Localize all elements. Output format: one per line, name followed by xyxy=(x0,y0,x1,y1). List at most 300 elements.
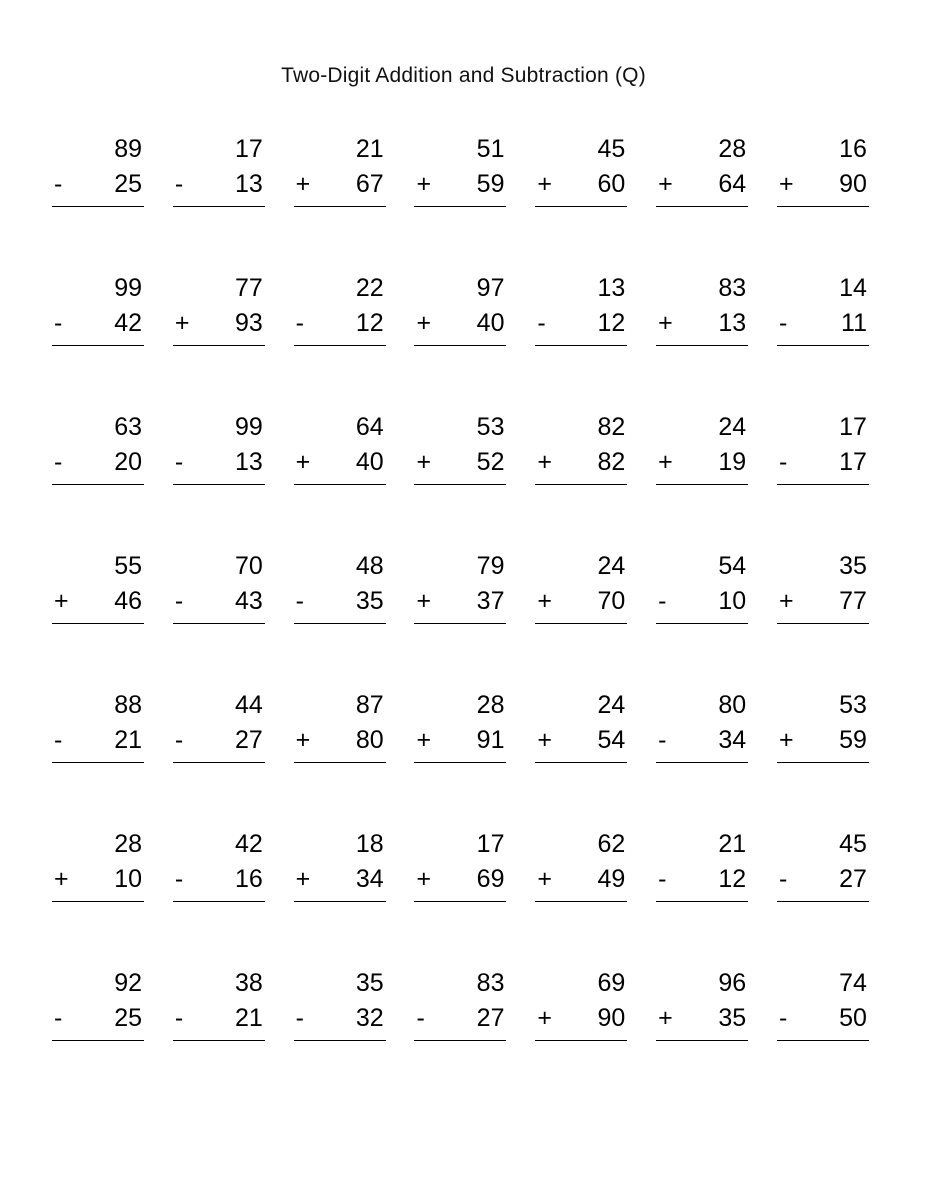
problem-top-line xyxy=(535,688,627,723)
problem-top-line xyxy=(535,549,627,584)
second-operand: 12 xyxy=(718,865,747,893)
first-operand: 38 xyxy=(235,969,263,997)
problem-top-line xyxy=(535,827,627,862)
first-operand: 69 xyxy=(597,969,626,997)
first-operand: 80 xyxy=(718,691,747,719)
problem-top-line xyxy=(535,271,627,306)
operator-symbol: - xyxy=(174,726,184,754)
problem-item xyxy=(414,827,506,966)
problem-item xyxy=(294,966,386,1105)
second-operand: 35 xyxy=(718,1004,747,1032)
problem-bottom-line xyxy=(535,584,627,624)
second-operand: 40 xyxy=(476,309,505,337)
operator-symbol: + xyxy=(778,726,794,754)
problem-bottom-line xyxy=(656,306,748,346)
second-operand: 42 xyxy=(114,309,142,337)
second-operand: 69 xyxy=(476,865,505,893)
problem-item xyxy=(414,549,506,688)
second-operand: 90 xyxy=(839,170,867,198)
operator-symbol: - xyxy=(174,587,184,615)
second-operand: 12 xyxy=(355,309,384,337)
problem-bottom-line xyxy=(777,167,869,207)
second-operand: 60 xyxy=(597,170,626,198)
first-operand: 17 xyxy=(476,830,505,858)
problem-bottom-line xyxy=(52,306,144,346)
problem-item xyxy=(294,132,386,271)
problem-bottom-line xyxy=(535,723,627,763)
problem-item xyxy=(777,410,869,549)
problem-top-line xyxy=(173,827,265,862)
operator-symbol: + xyxy=(778,170,794,198)
first-operand: 88 xyxy=(114,691,142,719)
problem-item xyxy=(777,966,869,1105)
problem-bottom-line xyxy=(535,306,627,346)
problem-item xyxy=(294,549,386,688)
first-operand: 28 xyxy=(114,830,142,858)
first-operand: 35 xyxy=(839,552,867,580)
problem-bottom-line xyxy=(656,723,748,763)
problem-item xyxy=(173,827,265,966)
second-operand: 27 xyxy=(476,1004,505,1032)
operator-symbol: - xyxy=(778,448,788,476)
problem-item xyxy=(52,549,144,688)
problem-top-line xyxy=(656,410,748,445)
second-operand: 67 xyxy=(355,170,384,198)
operator-symbol: - xyxy=(778,309,788,337)
operator-symbol: - xyxy=(54,726,63,754)
second-operand: 90 xyxy=(597,1004,626,1032)
problem-row xyxy=(52,132,869,271)
operator-symbol: + xyxy=(658,170,673,198)
problem-top-line xyxy=(535,966,627,1001)
first-operand: 51 xyxy=(476,135,505,163)
first-operand: 17 xyxy=(839,413,867,441)
problem-top-line xyxy=(777,271,869,306)
second-operand: 64 xyxy=(718,170,747,198)
problem-row xyxy=(52,271,869,410)
problem-bottom-line xyxy=(777,584,869,624)
problem-item xyxy=(535,271,627,410)
first-operand: 48 xyxy=(355,552,384,580)
first-operand: 16 xyxy=(839,135,867,163)
problem-top-line xyxy=(414,271,506,306)
first-operand: 17 xyxy=(235,135,263,163)
problem-bottom-line xyxy=(414,1001,506,1041)
problem-top-line xyxy=(414,827,506,862)
problem-bottom-line xyxy=(294,723,386,763)
first-operand: 44 xyxy=(235,691,263,719)
problem-row xyxy=(52,827,869,966)
second-operand: 40 xyxy=(355,448,384,476)
second-operand: 32 xyxy=(355,1004,384,1032)
first-operand: 74 xyxy=(839,969,867,997)
operator-symbol: - xyxy=(416,1004,425,1032)
problem-bottom-line xyxy=(294,306,386,346)
problem-top-line xyxy=(294,688,386,723)
problem-top-line xyxy=(173,271,265,306)
problem-top-line xyxy=(656,271,748,306)
second-operand: 93 xyxy=(235,309,263,337)
problem-bottom-line xyxy=(414,723,506,763)
problem-item xyxy=(656,688,748,827)
operator-symbol: + xyxy=(54,587,69,615)
second-operand: 17 xyxy=(839,448,867,476)
second-operand: 12 xyxy=(597,309,626,337)
problem-item xyxy=(535,549,627,688)
problem-top-line xyxy=(294,966,386,1001)
operator-symbol: - xyxy=(295,587,304,615)
problem-bottom-line xyxy=(294,862,386,902)
problem-bottom-line xyxy=(535,445,627,485)
problem-top-line xyxy=(294,132,386,167)
problem-item xyxy=(656,966,748,1105)
first-operand: 99 xyxy=(114,274,142,302)
problem-item xyxy=(777,132,869,271)
operator-symbol: - xyxy=(54,309,63,337)
operator-symbol: + xyxy=(174,309,190,337)
problem-bottom-line xyxy=(656,445,748,485)
first-operand: 53 xyxy=(839,691,867,719)
problem-bottom-line xyxy=(173,167,265,207)
first-operand: 22 xyxy=(355,274,384,302)
problem-item xyxy=(294,827,386,966)
problem-top-line xyxy=(52,827,144,862)
operator-symbol: - xyxy=(174,448,184,476)
problem-bottom-line xyxy=(535,1001,627,1041)
second-operand: 50 xyxy=(839,1004,867,1032)
operator-symbol: - xyxy=(174,865,184,893)
problem-bottom-line xyxy=(414,584,506,624)
problem-top-line xyxy=(414,132,506,167)
second-operand: 37 xyxy=(476,587,505,615)
first-operand: 28 xyxy=(718,135,747,163)
problem-bottom-line xyxy=(294,167,386,207)
second-operand: 77 xyxy=(839,587,867,615)
first-operand: 24 xyxy=(597,691,626,719)
second-operand: 25 xyxy=(114,170,142,198)
page-title: Two-Digit Addition and Subtraction (Q) xyxy=(281,64,646,87)
operator-symbol: + xyxy=(537,587,552,615)
problem-row xyxy=(52,688,869,827)
problem-bottom-line xyxy=(294,1001,386,1041)
problem-item xyxy=(173,549,265,688)
problem-item xyxy=(52,271,144,410)
second-operand: 46 xyxy=(114,587,142,615)
problem-top-line xyxy=(414,966,506,1001)
problem-bottom-line xyxy=(414,306,506,346)
problem-top-line xyxy=(656,549,748,584)
problem-bottom-line xyxy=(52,1001,144,1041)
problem-bottom-line xyxy=(294,445,386,485)
first-operand: 42 xyxy=(235,830,263,858)
problem-item xyxy=(173,410,265,549)
operator-symbol: - xyxy=(174,1004,184,1032)
operator-symbol: + xyxy=(537,726,552,754)
operator-symbol: - xyxy=(537,309,546,337)
first-operand: 79 xyxy=(476,552,505,580)
first-operand: 18 xyxy=(355,830,384,858)
problem-item xyxy=(414,271,506,410)
problem-item xyxy=(294,688,386,827)
problem-top-line xyxy=(173,966,265,1001)
operator-symbol: + xyxy=(416,587,432,615)
first-operand: 82 xyxy=(597,413,626,441)
first-operand: 35 xyxy=(355,969,384,997)
first-operand: 99 xyxy=(235,413,263,441)
second-operand: 10 xyxy=(114,865,142,893)
problem-top-line xyxy=(294,271,386,306)
first-operand: 14 xyxy=(839,274,867,302)
first-operand: 63 xyxy=(114,413,142,441)
problem-bottom-line xyxy=(52,584,144,624)
operator-symbol: + xyxy=(416,170,432,198)
second-operand: 91 xyxy=(476,726,505,754)
problem-item xyxy=(414,410,506,549)
operator-symbol: + xyxy=(54,865,69,893)
second-operand: 52 xyxy=(476,448,505,476)
second-operand: 20 xyxy=(114,448,142,476)
problem-bottom-line xyxy=(52,167,144,207)
second-operand: 21 xyxy=(235,1004,263,1032)
problem-top-line xyxy=(414,410,506,445)
problem-item xyxy=(414,132,506,271)
problem-top-line xyxy=(777,688,869,723)
problem-bottom-line xyxy=(777,306,869,346)
problem-bottom-line xyxy=(414,445,506,485)
operator-symbol: + xyxy=(416,309,432,337)
problem-bottom-line xyxy=(173,584,265,624)
problem-top-line xyxy=(52,549,144,584)
problem-bottom-line xyxy=(777,862,869,902)
problem-item xyxy=(294,410,386,549)
first-operand: 21 xyxy=(718,830,747,858)
problem-item xyxy=(777,688,869,827)
second-operand: 19 xyxy=(718,448,747,476)
operator-symbol: + xyxy=(416,865,432,893)
second-operand: 82 xyxy=(597,448,626,476)
problem-top-line xyxy=(414,549,506,584)
operator-symbol: - xyxy=(658,587,667,615)
first-operand: 62 xyxy=(597,830,626,858)
operator-symbol: - xyxy=(658,726,667,754)
problem-item xyxy=(52,688,144,827)
problem-top-line xyxy=(294,549,386,584)
operator-symbol: - xyxy=(54,448,63,476)
problem-bottom-line xyxy=(52,723,144,763)
problem-item xyxy=(656,132,748,271)
second-operand: 49 xyxy=(597,865,626,893)
operator-symbol: + xyxy=(537,170,552,198)
second-operand: 11 xyxy=(841,309,867,337)
second-operand: 35 xyxy=(355,587,384,615)
problem-top-line xyxy=(777,410,869,445)
second-operand: 16 xyxy=(235,865,263,893)
second-operand: 70 xyxy=(597,587,626,615)
problem-bottom-line xyxy=(656,167,748,207)
first-operand: 24 xyxy=(597,552,626,580)
operator-symbol: + xyxy=(658,309,673,337)
problem-top-line xyxy=(52,688,144,723)
second-operand: 27 xyxy=(235,726,263,754)
second-operand: 34 xyxy=(718,726,747,754)
problem-top-line xyxy=(777,827,869,862)
problem-item xyxy=(173,271,265,410)
first-operand: 89 xyxy=(114,135,142,163)
problem-top-line xyxy=(414,688,506,723)
operator-symbol: + xyxy=(416,726,432,754)
problem-top-line xyxy=(173,410,265,445)
operator-symbol: + xyxy=(658,1004,673,1032)
second-operand: 43 xyxy=(235,587,263,615)
problem-top-line xyxy=(656,966,748,1001)
first-operand: 54 xyxy=(718,552,747,580)
first-operand: 77 xyxy=(235,274,263,302)
problem-top-line xyxy=(52,966,144,1001)
operator-symbol: - xyxy=(778,865,788,893)
second-operand: 59 xyxy=(839,726,867,754)
problem-top-line xyxy=(294,827,386,862)
problem-item xyxy=(535,132,627,271)
problem-bottom-line xyxy=(52,445,144,485)
second-operand: 34 xyxy=(355,865,384,893)
problem-top-line xyxy=(777,966,869,1001)
operator-symbol: - xyxy=(778,1004,788,1032)
first-operand: 96 xyxy=(718,969,747,997)
problem-top-line xyxy=(656,132,748,167)
problem-bottom-line xyxy=(52,862,144,902)
first-operand: 21 xyxy=(355,135,384,163)
first-operand: 28 xyxy=(476,691,505,719)
first-operand: 70 xyxy=(235,552,263,580)
problem-item xyxy=(656,827,748,966)
problem-bottom-line xyxy=(777,1001,869,1041)
problem-bottom-line xyxy=(656,1001,748,1041)
problem-item xyxy=(52,410,144,549)
operator-symbol: + xyxy=(537,448,552,476)
first-operand: 24 xyxy=(718,413,747,441)
problem-top-line xyxy=(535,410,627,445)
operator-symbol: + xyxy=(295,448,311,476)
first-operand: 83 xyxy=(718,274,747,302)
problem-bottom-line xyxy=(656,862,748,902)
second-operand: 27 xyxy=(839,865,867,893)
problem-item xyxy=(52,132,144,271)
first-operand: 97 xyxy=(476,274,505,302)
problem-top-line xyxy=(52,271,144,306)
problem-bottom-line xyxy=(173,862,265,902)
problem-item xyxy=(535,688,627,827)
operator-symbol: + xyxy=(537,865,552,893)
problem-row xyxy=(52,966,869,1105)
second-operand: 54 xyxy=(597,726,626,754)
problem-bottom-line xyxy=(535,167,627,207)
first-operand: 53 xyxy=(476,413,505,441)
first-operand: 45 xyxy=(839,830,867,858)
problem-item xyxy=(777,549,869,688)
problem-item xyxy=(173,966,265,1105)
problem-bottom-line xyxy=(656,584,748,624)
problem-item xyxy=(656,549,748,688)
problem-bottom-line xyxy=(777,445,869,485)
second-operand: 13 xyxy=(235,448,263,476)
first-operand: 64 xyxy=(355,413,384,441)
operator-symbol: + xyxy=(778,587,794,615)
operator-symbol: + xyxy=(295,865,311,893)
first-operand: 13 xyxy=(597,274,626,302)
operator-symbol: - xyxy=(295,309,304,337)
second-operand: 59 xyxy=(476,170,505,198)
problem-bottom-line xyxy=(777,723,869,763)
problem-item xyxy=(294,271,386,410)
problem-top-line xyxy=(656,688,748,723)
problem-top-line xyxy=(173,549,265,584)
operator-symbol: + xyxy=(295,726,311,754)
problem-top-line xyxy=(777,132,869,167)
problem-item xyxy=(414,688,506,827)
operator-symbol: + xyxy=(295,170,311,198)
operator-symbol: - xyxy=(658,865,667,893)
problem-item xyxy=(535,966,627,1105)
first-operand: 92 xyxy=(114,969,142,997)
second-operand: 80 xyxy=(355,726,384,754)
problem-bottom-line xyxy=(535,862,627,902)
problem-item xyxy=(777,827,869,966)
problem-item xyxy=(173,688,265,827)
first-operand: 45 xyxy=(597,135,626,163)
problem-top-line xyxy=(173,688,265,723)
second-operand: 13 xyxy=(718,309,747,337)
second-operand: 21 xyxy=(114,726,142,754)
operator-symbol: - xyxy=(295,1004,304,1032)
operator-symbol: + xyxy=(416,448,432,476)
problem-bottom-line xyxy=(414,167,506,207)
problem-top-line xyxy=(535,132,627,167)
problem-top-line xyxy=(52,132,144,167)
problem-bottom-line xyxy=(173,1001,265,1041)
problem-item xyxy=(777,271,869,410)
problem-item xyxy=(52,966,144,1105)
problem-bottom-line xyxy=(173,723,265,763)
problem-row xyxy=(52,549,869,688)
operator-symbol: + xyxy=(537,1004,552,1032)
problem-item xyxy=(414,966,506,1105)
problem-item xyxy=(535,410,627,549)
problem-item xyxy=(52,827,144,966)
operator-symbol: - xyxy=(174,170,184,198)
second-operand: 10 xyxy=(718,587,747,615)
second-operand: 25 xyxy=(114,1004,142,1032)
problem-bottom-line xyxy=(173,445,265,485)
operator-symbol: + xyxy=(658,448,673,476)
first-operand: 55 xyxy=(114,552,142,580)
problem-grid xyxy=(0,132,927,1105)
problem-item xyxy=(535,827,627,966)
problem-item xyxy=(656,410,748,549)
problem-item xyxy=(173,132,265,271)
first-operand: 87 xyxy=(355,691,384,719)
problem-top-line xyxy=(777,549,869,584)
problem-top-line xyxy=(52,410,144,445)
second-operand: 13 xyxy=(235,170,263,198)
problem-row xyxy=(52,410,869,549)
problem-top-line xyxy=(173,132,265,167)
operator-symbol: - xyxy=(54,170,63,198)
problem-top-line xyxy=(656,827,748,862)
problem-bottom-line xyxy=(294,584,386,624)
problem-top-line xyxy=(294,410,386,445)
operator-symbol: - xyxy=(54,1004,63,1032)
problem-item xyxy=(656,271,748,410)
